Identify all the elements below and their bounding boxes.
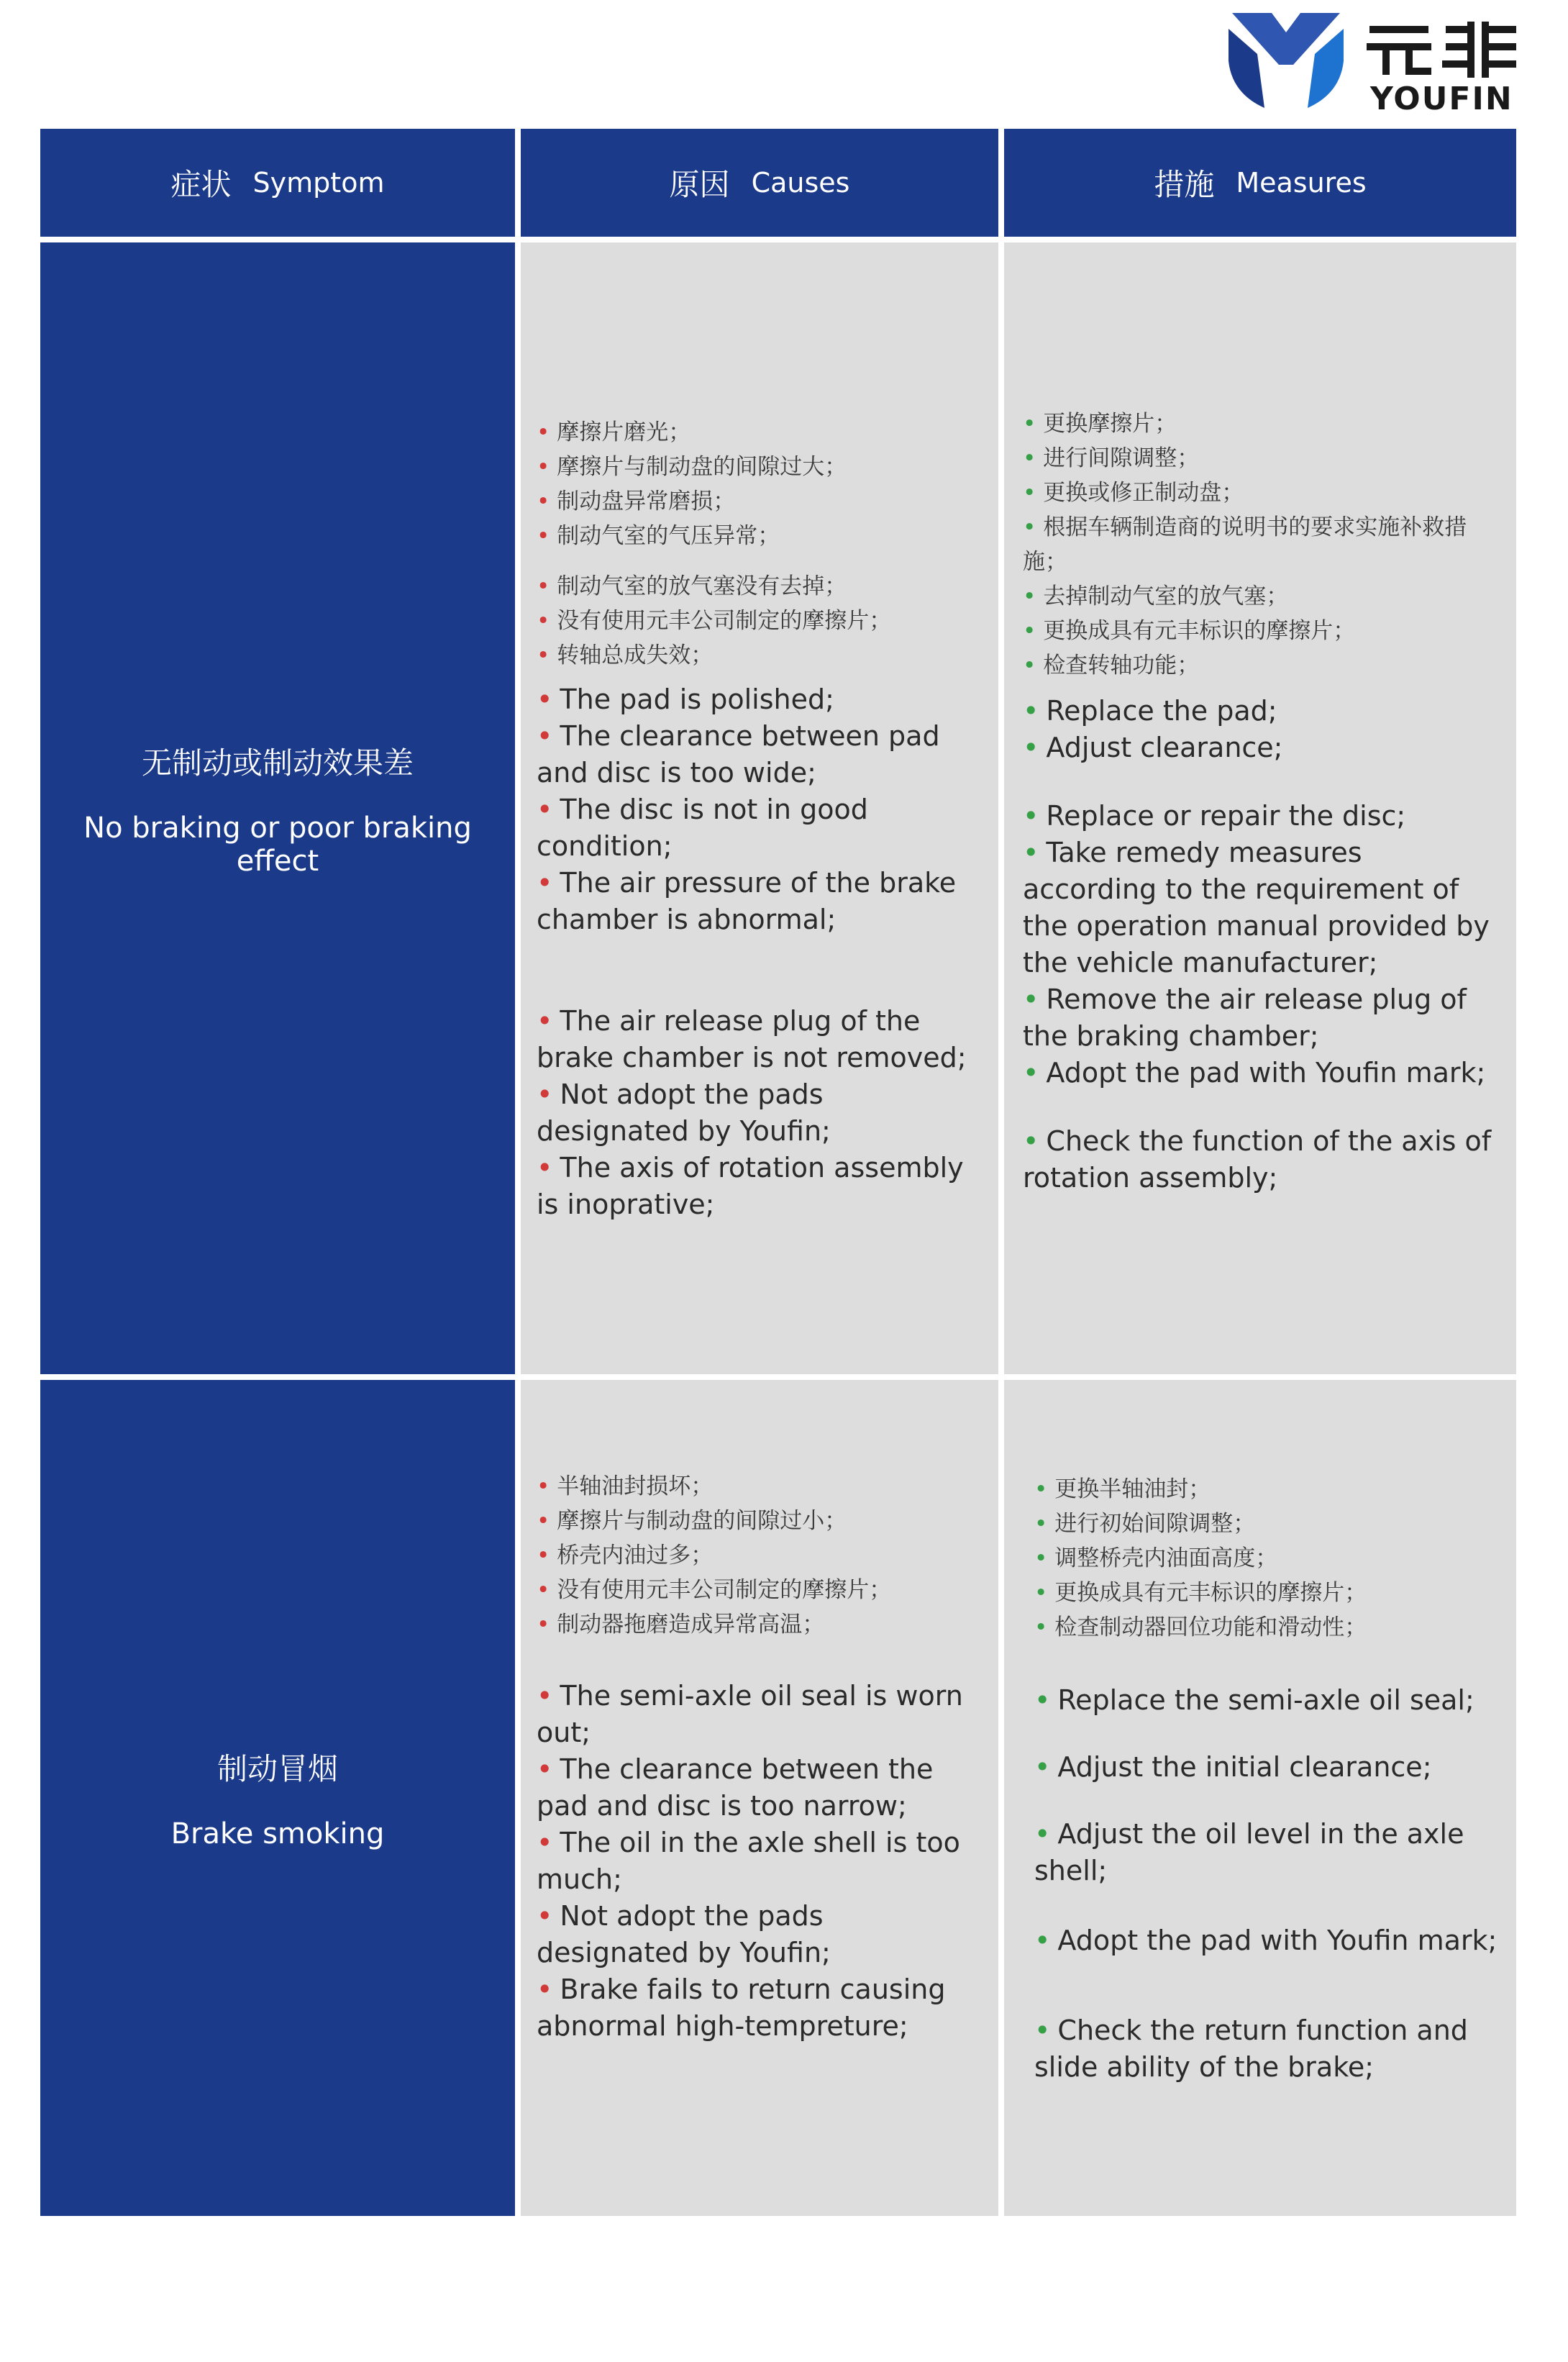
list-item: • Adopt the pad with Youfin mark;	[1023, 1057, 1486, 1089]
list-item: • The oil in the axle shell is too much;	[537, 1827, 960, 1895]
brand-name: YOUFIN	[1370, 81, 1513, 117]
causes-cell-1	[521, 242, 998, 1374]
list-item: • Adjust the oil level in the axle shell;	[1034, 1818, 1464, 1886]
list-item: • The air release plug of the brake chamber is not removed;	[537, 1005, 967, 1073]
header-measures	[1004, 129, 1516, 237]
list-item: • 制动气室的气压异常；	[537, 523, 780, 549]
list-item: • 摩擦片磨光；	[537, 419, 691, 445]
list-item: • 转轴总成失效；	[537, 642, 714, 668]
list-item: • 制动盘异常磨损；	[537, 489, 736, 514]
list-item: • Replace the semi-axle oil seal;	[1034, 1684, 1474, 1716]
list-item: • 没有使用元丰公司制定的摩擦片；	[537, 608, 892, 634]
measures-cn-list	[1034, 1472, 1502, 1645]
header-symptom-en: Symptom	[252, 167, 385, 199]
header-causes-cn: 原因	[669, 167, 730, 202]
list-item: • 摩擦片与制动盘的间隙过小；	[537, 1508, 847, 1534]
list-item: • 去掉制动气室的放气塞；	[1023, 583, 1289, 609]
list-item: • Remove the air release plug of the braking chamber;	[1023, 984, 1467, 1052]
symptom-en: Brake smoking	[170, 1817, 385, 1850]
header-causes	[521, 129, 998, 237]
list-item: • 进行初始间隙调整；	[1034, 1511, 1256, 1537]
list-item: • 更换半轴油封；	[1034, 1476, 1211, 1502]
list-item: • 进行间隙调整；	[1023, 445, 1200, 471]
symptom-cn: 制动冒烟	[216, 1751, 338, 1786]
header-symptom	[40, 129, 515, 237]
measures-cell-2	[1004, 1380, 1516, 2216]
list-item: • Take remedy measures according to the requirement of the operation manual provided by the vehicle manufacturer;	[1023, 837, 1490, 978]
list-item: • 桥壳内油过多；	[537, 1543, 714, 1568]
list-item: • Check the function of the axis of rotation assembly;	[1023, 1125, 1492, 1194]
list-item: • 摩擦片与制动盘的间隙过大；	[537, 454, 847, 480]
symptom-cell-1	[40, 242, 515, 1374]
list-item: • The semi-axle oil seal is worn out;	[537, 1680, 963, 1748]
header-symptom-cn: 症状	[170, 167, 232, 202]
list-item: • The pad is polished;	[537, 683, 834, 715]
measures-en-list	[1034, 1682, 1502, 2086]
list-item: • 半轴油封损坏；	[537, 1473, 714, 1499]
list-item: • The clearance between pad and disc is too wide;	[537, 720, 940, 789]
list-item: • Adjust clearance;	[1023, 732, 1283, 763]
list-item: • Brake fails to return causing abnormal high-tempreture;	[537, 1973, 946, 2042]
header-measures-en: Measures	[1236, 167, 1367, 199]
list-item: • Adjust the initial clearance;	[1034, 1751, 1432, 1783]
list-item: • Not adopt the pads designated by Youfin;	[537, 1078, 831, 1147]
list-item: • 更换成具有元丰标识的摩擦片；	[1023, 618, 1356, 644]
measures-en-list	[1023, 693, 1498, 1196]
list-item: • Not adopt the pads designated by Youfin;	[537, 1900, 831, 1968]
symptom-cn: 无制动或制动效果差	[141, 745, 414, 781]
list-item: • 制动气室的放气塞没有去掉；	[537, 573, 847, 599]
list-item: • 调整桥壳内油面高度；	[1034, 1545, 1278, 1571]
causes-cn-list	[537, 415, 983, 673]
measures-cell-1	[1004, 242, 1516, 1374]
list-item: • Adopt the pad with Youfin mark;	[1034, 1925, 1498, 1956]
list-item: • Replace the pad;	[1023, 695, 1277, 727]
causes-en-list	[537, 1678, 983, 2045]
list-item: • 检查制动器回位功能和滑动性；	[1034, 1614, 1367, 1640]
list-item: • The disc is not in good condition;	[537, 794, 868, 862]
list-item: • 更换或修正制动盘；	[1023, 480, 1244, 506]
symptom-cell-2	[40, 1380, 515, 2216]
measures-cn-list	[1023, 406, 1498, 683]
list-item: • 更换成具有元丰标识的摩擦片；	[1034, 1580, 1367, 1606]
list-item: • Replace or repair the disc;	[1023, 800, 1406, 832]
causes-cn-list	[537, 1469, 983, 1642]
symptom-en: No braking or poor braking effect	[83, 811, 472, 878]
list-item: • The clearance between the pad and disc is too narrow;	[537, 1753, 934, 1822]
brand-chinese-wordmark	[1367, 22, 1518, 78]
list-item: • Check the return function and slide ability of the brake;	[1034, 2014, 1468, 2083]
list-item: • 没有使用元丰公司制定的摩擦片；	[537, 1577, 892, 1603]
causes-en-list	[537, 681, 983, 1223]
header-measures-cn: 措施	[1154, 167, 1215, 202]
list-item: • 制动器拖磨造成异常高温；	[537, 1612, 825, 1637]
list-item: • 根据车辆制造商的说明书的要求实施补救措施；	[1023, 514, 1467, 575]
list-item: • 更换摩擦片；	[1023, 411, 1177, 437]
youfin-emblem-icon	[1214, 0, 1358, 115]
header-causes-en: Causes	[751, 167, 850, 199]
list-item: • The air pressure of the brake chamber is abnormal;	[537, 867, 957, 935]
causes-cell-2	[521, 1380, 998, 2216]
list-item: • 检查转轴功能；	[1023, 653, 1200, 678]
list-item: • The axis of rotation assembly is inoprative;	[537, 1152, 964, 1220]
